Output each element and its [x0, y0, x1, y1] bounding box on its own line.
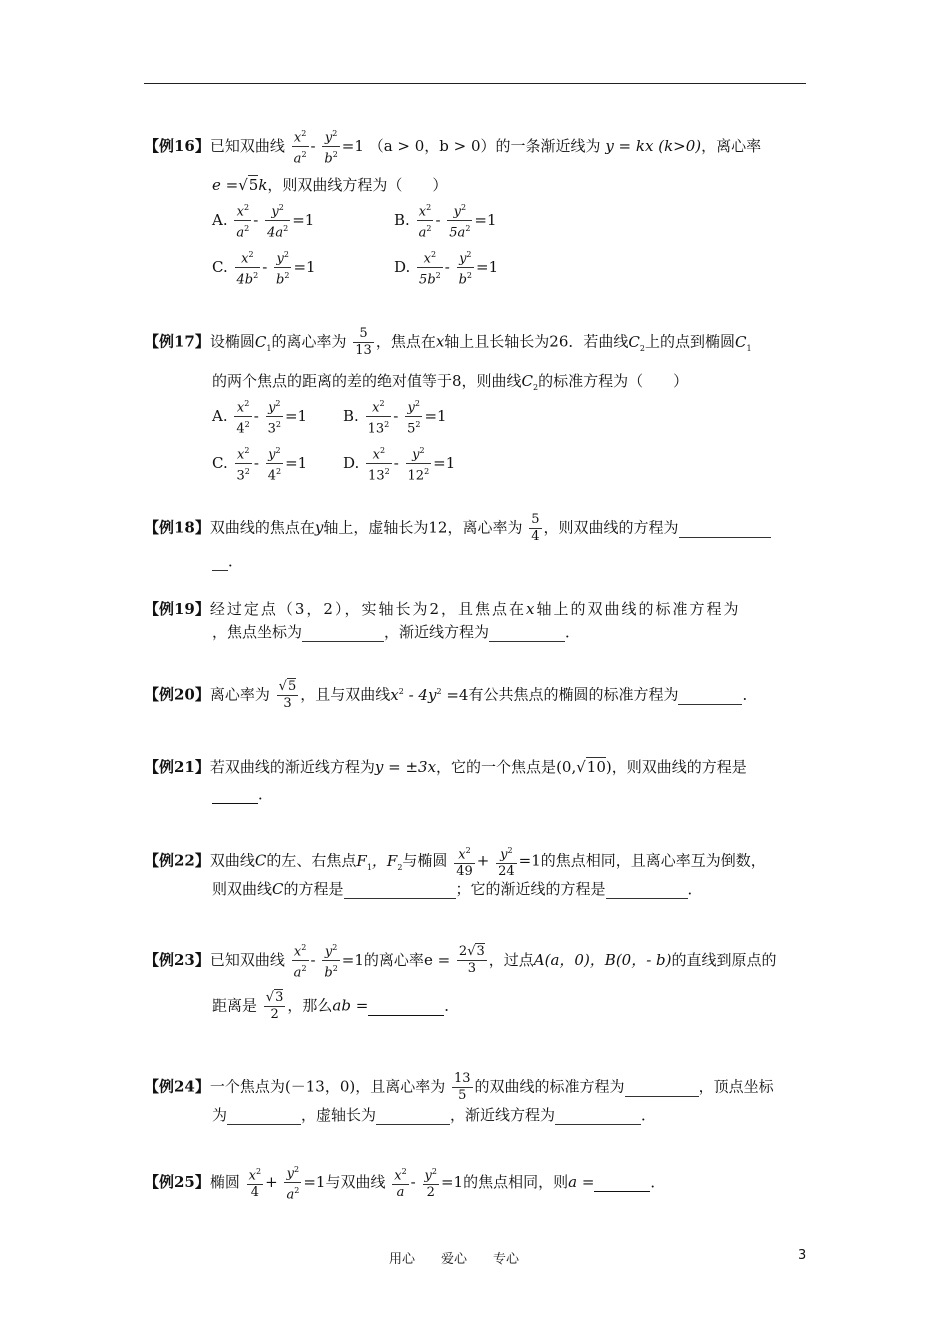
formula: $\frac{x^2}{a^2}$ — [234, 200, 251, 242]
answer-blank[interactable] — [302, 623, 384, 642]
formula: $\frac{y^2}{2}$ — [423, 1164, 439, 1201]
problem-label: 【例16】 — [144, 136, 210, 155]
problem-text: ． — [444, 996, 460, 1015]
problem-text: 轴上且长轴长为26．若曲线 — [444, 332, 629, 351]
problem-21-line-1 — [144, 756, 747, 777]
problem-text: ． — [228, 552, 244, 570]
problem-23-line-2 — [212, 990, 459, 1023]
formula: $\frac{x^2}{a^2}$ — [292, 126, 309, 168]
option-label: A. — [212, 210, 228, 229]
problem-19-line-1 — [144, 598, 741, 619]
problem-text: 则双曲线 — [212, 880, 273, 898]
formula: $\frac{y^2}{12^2}$ — [406, 443, 432, 485]
problem-17-line-1 — [144, 326, 752, 359]
problem-text: 经过定点（3，2），实轴长为2，且焦点在 — [209, 600, 527, 618]
answer-blank[interactable] — [368, 997, 444, 1016]
problem-text: ． — [565, 623, 581, 641]
formula: $\frac{x^2}{13^2}$ — [366, 396, 392, 438]
formula: C — [254, 851, 267, 870]
problem-text: 与椭圆 — [402, 851, 448, 870]
problem-18-line-1 — [144, 512, 771, 545]
problem-text: ，则双曲线的方程是 — [611, 758, 747, 776]
problem-text: ，离心率 — [701, 136, 762, 155]
formula: $\frac{13}{5}$ — [454, 1071, 471, 1103]
answer-blank[interactable] — [344, 880, 456, 899]
formula: $\frac{x^2}{5b^2}$ — [417, 247, 443, 289]
formula: $\frac{y^2}{b^2}$ — [322, 940, 339, 982]
problem-text: 距离是 — [212, 996, 258, 1015]
problem-text: 轴上的双曲线的标准方程为 — [536, 600, 741, 618]
problem-text: ，过点 — [488, 950, 534, 969]
formula: $\frac{√5}{3}$ — [278, 679, 297, 711]
problem-text: 已知双曲线 — [209, 136, 285, 155]
problem-text: 已知双曲线 — [209, 950, 285, 969]
problem-24-line-2 — [212, 1104, 656, 1125]
problem-text: 的双曲线的标准方程为 — [474, 1077, 625, 1096]
problem-text: 轴上，虚轴长为12，离心率为 — [323, 518, 523, 537]
problem-text: ，且与双曲线 — [300, 685, 391, 704]
formula: y = ±3x — [374, 758, 437, 776]
problem-text: 的焦点相同，则 — [463, 1172, 569, 1191]
problem-text: （a > 0，b > 0）的一条渐近线为 — [368, 136, 601, 155]
problem-19-line-2 — [212, 621, 580, 642]
problem-text: 的离心率为 — [271, 332, 347, 351]
problem-text: 若双曲线的渐近线方程为 — [209, 758, 375, 776]
problem-text: 有公共焦点的椭圆的标准方程为 — [468, 685, 679, 704]
option-label: B. — [394, 210, 410, 229]
problem-text: ；它的渐近线的方程是 — [455, 880, 606, 898]
formula: $\frac{y^2}{3^2}$ — [266, 396, 283, 438]
problem-label: 【例20】 — [144, 685, 210, 704]
problem-text: 双曲线的焦点在 — [209, 518, 315, 537]
option-label: A. — [212, 406, 228, 425]
formula: $C_1$ — [734, 332, 752, 353]
problem-text: ． — [650, 1172, 666, 1191]
formula: y — [314, 518, 324, 537]
problem-21-line-2 — [212, 783, 273, 804]
formula: e =√5k — [212, 176, 268, 194]
formula: $x^2 - 4y^2 =4$ — [390, 685, 469, 704]
formula: $\frac{y^2}{4a^2}$ — [265, 200, 290, 242]
problem-22-line-1: 【例22】双曲线C的左、右焦点$F_1$，$F_2$与椭圆 $\frac{x^2}{49}$ + $\frac{y^2}{24}$ =1的焦点相同，且离心率互为倒数， — [144, 843, 766, 880]
problem-text: 的左、右焦点 — [266, 851, 357, 870]
problem-text: ，虚轴长为 — [301, 1106, 377, 1124]
problem-label: 【例22】 — [144, 851, 210, 870]
problem-label: 【例17】 — [144, 332, 210, 351]
problem-text: ，焦点在 — [375, 332, 436, 351]
formula: $\frac{y^2}{a^2}$ — [284, 1162, 301, 1204]
problem-text: 上的点到椭圆 — [644, 332, 735, 351]
formula: $\frac{y^2}{b^2}$ — [274, 247, 291, 289]
problem-text: ． — [742, 685, 758, 704]
problem-23-line-1: 【例23】已知双曲线 $\frac{x^2}{a^2}$ - $\frac{y^2}{b^2}$ =1的离心率e = $\frac{2√3}{3}$ ，过点A(a，0)，B(0，- b)的直线到原点的 — [144, 940, 777, 982]
problem-25-line-1: 【例25】椭圆 $\frac{x^2}{4}$ + $\frac{y^2}{a^2}$ =1与双曲线 $\frac{x^2}{a}$ - $\frac{y^2}{2}$ =1的焦点相同，则a = ． — [144, 1162, 665, 1204]
formula: $\frac{y^2}{24}$ — [496, 843, 517, 880]
problem-text: 的焦点相同，且离心率互为倒数， — [540, 851, 766, 870]
formula: $C_2$ — [521, 372, 539, 392]
formula: x — [526, 600, 537, 618]
formula: $\frac{x^2}{4^2}$ — [234, 396, 251, 438]
answer-blank[interactable] — [227, 1106, 301, 1125]
formula: $\frac{5}{4}$ — [531, 512, 540, 544]
formula: $C_2$ — [628, 332, 645, 353]
formula: $F_1$，$F_2$ — [356, 851, 403, 872]
problem-text: 双曲线 — [209, 851, 255, 870]
option-label: B. — [343, 406, 359, 425]
problem-label: 【例21】 — [144, 758, 210, 776]
footer-text: 爱心 — [441, 1252, 468, 1267]
problem-text: ，渐近线方程为 — [450, 1106, 556, 1124]
problem-label: 【例24】 — [144, 1077, 210, 1096]
formula: $\frac{y^2}{4^2}$ — [266, 443, 283, 485]
answer-blank[interactable] — [489, 623, 565, 642]
formula: $\frac{x^2}{a^2}$ — [292, 940, 309, 982]
option-c: C. $\frac{x^2}{3^2}$ - $\frac{y^2}{4^2}$ =1 — [212, 443, 307, 485]
answer-blank[interactable] — [555, 1106, 641, 1125]
formula: ab = — [332, 996, 369, 1015]
problem-text: ，渐近线方程为 — [384, 623, 490, 641]
formula: $\frac{x^2}{a}$ — [392, 1164, 408, 1201]
problem-text: ，则双曲线的方程为 — [543, 518, 679, 537]
problem-text: ． — [641, 1106, 657, 1124]
option-b: B. $\frac{x^2}{13^2}$ - $\frac{y^2}{5^2}$ =1 — [343, 396, 447, 438]
formula: C — [272, 880, 284, 898]
option-label: D. — [343, 453, 360, 472]
problem-text: ． — [687, 880, 703, 898]
problem-label: 【例23】 — [144, 950, 210, 969]
problem-text: 的直线到原点的 — [671, 950, 777, 969]
formula: $\frac{y^2}{5^2}$ — [405, 396, 422, 438]
option-a: A. $\frac{x^2}{a^2}$ - $\frac{y^2}{4a^2}$ =1 — [212, 200, 314, 242]
formula: a = — [568, 1172, 595, 1191]
problem-text: ． — [258, 785, 274, 803]
option-label: D. — [394, 257, 411, 276]
formula: x — [435, 332, 445, 351]
formula: $\frac{y^2}{5a^2}$ — [447, 200, 472, 242]
problem-text: 的两个焦点的距离的差的绝对值等于8，则曲线 — [212, 372, 522, 390]
option-d: D. $\frac{x^2}{13^2}$ - $\frac{y^2}{12^2}$ =1 — [343, 443, 455, 485]
header-rule — [144, 83, 806, 84]
formula: $\frac{x^2}{4}$ — [247, 1164, 263, 1201]
answer-blank[interactable] — [606, 880, 688, 899]
problem-text: ，那么 — [287, 996, 333, 1015]
formula: $\frac{2√3}{3}$ — [458, 944, 485, 977]
answer-blank[interactable] — [678, 686, 742, 705]
formula: $\frac{5}{13}$ — [355, 326, 372, 358]
problem-text: 的方程是 — [283, 880, 344, 898]
option-a: A. $\frac{x^2}{4^2}$ - $\frac{y^2}{3^2}$ =1 — [212, 396, 307, 438]
answer-blank[interactable] — [679, 519, 771, 538]
problem-text: ，则双曲线方程为（ ） — [267, 176, 448, 194]
problem-label: 【例18】 — [144, 518, 210, 537]
option-c: C. $\frac{x^2}{4b^2}$ - $\frac{y^2}{b^2}$ =1 — [212, 247, 316, 289]
formula: $\frac{x^2}{13^2}$ — [366, 443, 392, 485]
formula: $\frac{x^2}{49}$ — [454, 843, 475, 880]
formula: $\frac{x^2}{3^2}$ — [235, 443, 252, 485]
problem-text: ，焦点坐标为 — [212, 623, 303, 641]
problem-text: 为 — [212, 1106, 228, 1124]
answer-blank[interactable] — [376, 1106, 450, 1125]
option-b: B. $\frac{x^2}{a^2}$ - $\frac{y^2}{5a^2}$ =1 — [394, 200, 497, 242]
problem-text: 离心率为 — [209, 685, 270, 704]
problem-label: 【例25】 — [144, 1172, 210, 1191]
page-footer — [389, 1248, 545, 1267]
problem-18-line-2 — [212, 550, 243, 571]
problem-24-line-1 — [144, 1071, 774, 1104]
problem-20-line-1 — [144, 679, 757, 712]
problem-text: 的标准方程为（ ） — [538, 372, 689, 390]
problem-text: ，顶点坐标 — [698, 1077, 774, 1096]
formula: $\frac{x^2}{4b^2}$ — [235, 247, 261, 289]
problem-16-line-2 — [212, 174, 447, 195]
problem-text: 与双曲线 — [325, 1172, 386, 1191]
option-d: D. $\frac{x^2}{5b^2}$ - $\frac{y^2}{b^2}$ =1 — [394, 247, 498, 289]
problem-text: 设椭圆 — [209, 332, 255, 351]
problem-text: ，它的一个焦点是 — [436, 758, 557, 776]
answer-blank[interactable] — [625, 1078, 699, 1097]
problem-22-line-2 — [212, 878, 703, 899]
formula: $C_1$ — [254, 332, 272, 353]
footer-text: 用心 — [389, 1252, 416, 1267]
formula: y = kx — [605, 136, 654, 155]
option-label: C. — [212, 453, 228, 472]
option-label: C. — [212, 257, 228, 276]
footer-text: 专心 — [493, 1252, 520, 1267]
problem-text: 一个焦点为(－13，0)，且离心率为 — [209, 1077, 446, 1096]
answer-blank[interactable] — [212, 552, 228, 571]
problem-text: 的离心率 — [363, 950, 424, 969]
formula: $\frac{y^2}{b^2}$ — [457, 247, 474, 289]
problem-17-line-2 — [212, 370, 688, 392]
formula: (0,√10) — [556, 758, 612, 776]
problem-text: 椭圆 — [209, 1172, 240, 1191]
formula: $\frac{x^2}{a^2}$ — [417, 200, 434, 242]
formula: (k>0) — [658, 136, 702, 155]
problem-16-line-1: 【例16】已知双曲线 $\frac{x^2}{a^2}$ - $\frac{y^2}{b^2}$ =1 （a > 0，b > 0）的一条渐近线为 y = kx (k>0)，离心率 — [144, 126, 761, 168]
formula: $\frac{√3}{2}$ — [265, 990, 284, 1022]
problem-label: 【例19】 — [144, 600, 210, 618]
answer-blank[interactable] — [594, 1173, 650, 1192]
answer-blank[interactable] — [212, 785, 258, 804]
page-number: 3 — [798, 1248, 807, 1263]
formula: A(a，0)，B(0，- b) — [533, 950, 672, 969]
formula: $\frac{y^2}{b^2}$ — [322, 126, 339, 168]
